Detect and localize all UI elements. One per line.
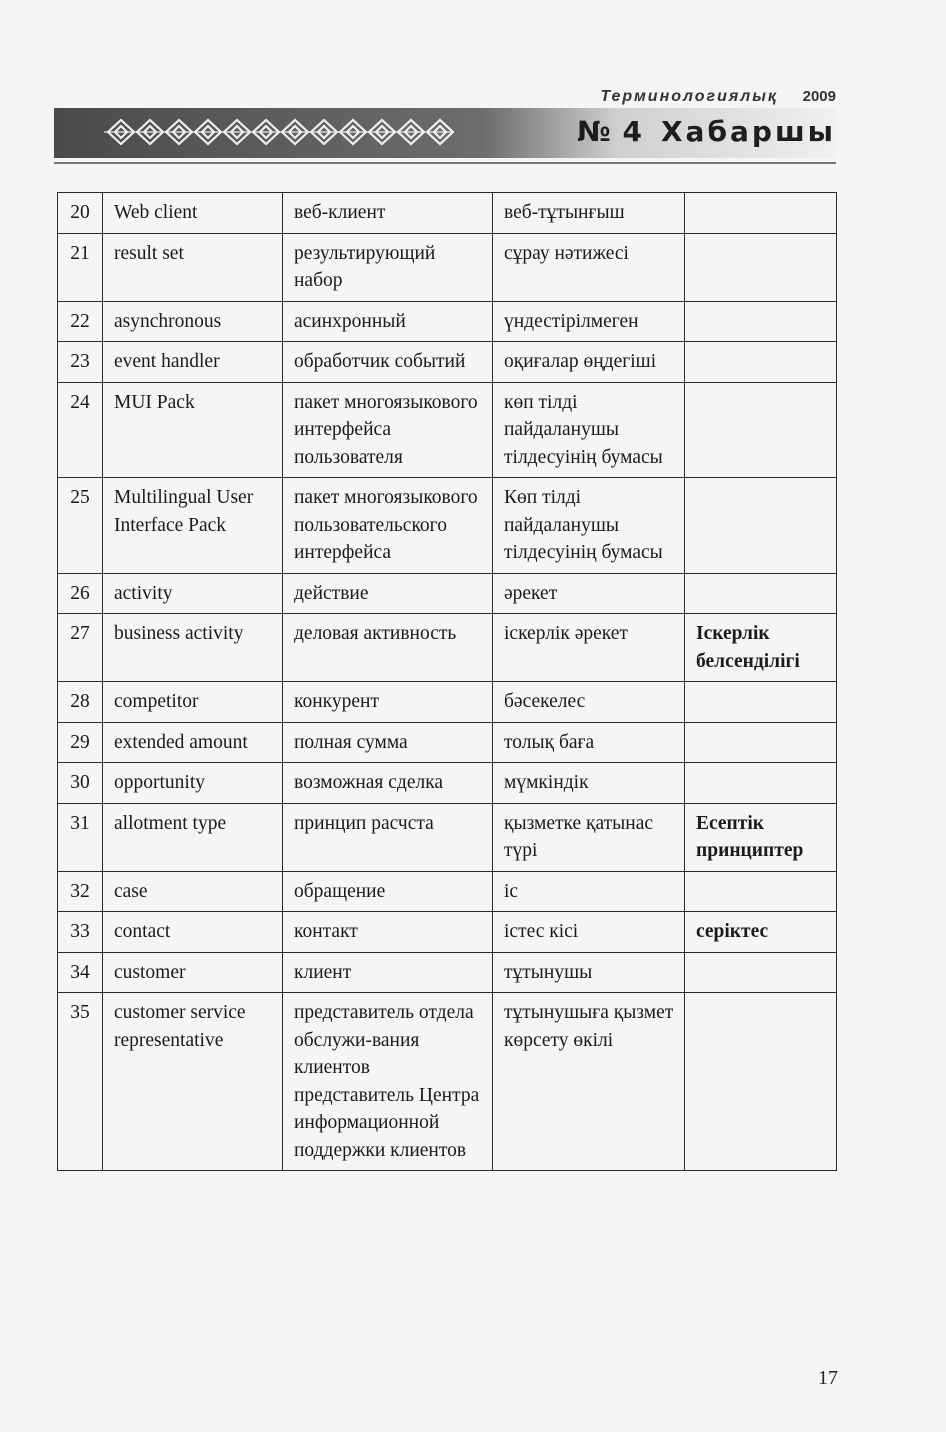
russian-term: принцип расчста [283, 803, 493, 871]
note-term [685, 301, 837, 342]
note-term [685, 478, 837, 574]
note-term [685, 342, 837, 383]
english-term: Multilingual User Interface Pack [103, 478, 283, 574]
kazakh-term: оқиғалар өңдегіші [493, 342, 685, 383]
journal-subtitle: Терминологиялық [600, 88, 778, 105]
row-number: 25 [58, 478, 103, 574]
russian-term: полная сумма [283, 722, 493, 763]
table-row [58, 952, 837, 993]
english-term: business activity [103, 614, 283, 682]
russian-term: веб-клиент [283, 193, 493, 234]
kazakh-term: мүмкіндік [493, 763, 685, 804]
english-term: MUI Pack [103, 382, 283, 478]
table-row [58, 233, 837, 301]
row-number: 28 [58, 682, 103, 723]
table-row [58, 912, 837, 953]
kazakh-term: көп тілді пайдаланушы тілдесуінің бумасы [493, 382, 685, 478]
ornament-pattern [104, 114, 454, 150]
english-term: result set [103, 233, 283, 301]
note-term [685, 573, 837, 614]
row-number: 30 [58, 763, 103, 804]
note-term [685, 952, 837, 993]
english-term: activity [103, 573, 283, 614]
kazakh-term: веб-тұтынғыш [493, 193, 685, 234]
kazakh-term: істес кісі [493, 912, 685, 953]
table-row [58, 993, 837, 1171]
table-row [58, 382, 837, 478]
table-row [58, 342, 837, 383]
english-term: contact [103, 912, 283, 953]
row-number: 22 [58, 301, 103, 342]
table-row [58, 682, 837, 723]
journal-year: 2009 [802, 88, 836, 105]
table-row [58, 478, 837, 574]
table-row [58, 763, 837, 804]
table-row [58, 803, 837, 871]
row-number: 29 [58, 722, 103, 763]
row-number: 23 [58, 342, 103, 383]
journal-title [577, 115, 836, 148]
row-number: 31 [58, 803, 103, 871]
kazakh-term: Көп тілді пайдаланушы тілдесуінің бумасы [493, 478, 685, 574]
row-number: 33 [58, 912, 103, 953]
row-number: 32 [58, 871, 103, 912]
russian-term: возможная сделка [283, 763, 493, 804]
note-term: Іскерлік белсенділігі [685, 614, 837, 682]
table-row [58, 573, 837, 614]
table-row [58, 301, 837, 342]
russian-term: действие [283, 573, 493, 614]
english-term: competitor [103, 682, 283, 723]
english-term: asynchronous [103, 301, 283, 342]
note-term [685, 682, 837, 723]
row-number: 21 [58, 233, 103, 301]
note-term [685, 993, 837, 1171]
row-number: 35 [58, 993, 103, 1171]
row-number: 27 [58, 614, 103, 682]
terms-table [57, 192, 837, 1171]
russian-term: контакт [283, 912, 493, 953]
journal-name: Хабаршы [660, 115, 836, 148]
row-number: 34 [58, 952, 103, 993]
note-term [685, 763, 837, 804]
kazakh-term: толық баға [493, 722, 685, 763]
row-number: 26 [58, 573, 103, 614]
russian-term: представитель отдела обслужи-вания клиентов представитель Центра информационной поддержки клиентов [283, 993, 493, 1171]
table-row [58, 871, 837, 912]
russian-term: клиент [283, 952, 493, 993]
english-term: case [103, 871, 283, 912]
table-row [58, 614, 837, 682]
english-term: opportunity [103, 763, 283, 804]
table-row [58, 193, 837, 234]
kazakh-term: әрекет [493, 573, 685, 614]
russian-term: обработчик событий [283, 342, 493, 383]
english-term: extended amount [103, 722, 283, 763]
note-term [685, 382, 837, 478]
kazakh-term: сұрау нәтижесі [493, 233, 685, 301]
kazakh-term: іскерлік әрекет [493, 614, 685, 682]
note-term: серіктес [685, 912, 837, 953]
english-term: customer service representative [103, 993, 283, 1171]
english-term: allotment type [103, 803, 283, 871]
row-number: 24 [58, 382, 103, 478]
page-number: 17 [818, 1367, 838, 1389]
russian-term: результирующий набор [283, 233, 493, 301]
issue-number: № 4 [577, 115, 643, 148]
note-term [685, 722, 837, 763]
note-term: Есептік принциптер [685, 803, 837, 871]
russian-term: обращение [283, 871, 493, 912]
note-term [685, 871, 837, 912]
russian-term: конкурент [283, 682, 493, 723]
kazakh-term: қызметке қатынас түрі [493, 803, 685, 871]
russian-term: пакет многоязыкового интерфейса пользователя [283, 382, 493, 478]
table-row [58, 722, 837, 763]
row-number: 20 [58, 193, 103, 234]
english-term: customer [103, 952, 283, 993]
russian-term: асинхронный [283, 301, 493, 342]
russian-term: пакет многоязыкового пользовательского интерфейса [283, 478, 493, 574]
kazakh-term: бәсекелес [493, 682, 685, 723]
english-term: Web client [103, 193, 283, 234]
note-term [685, 233, 837, 301]
header-rule [54, 162, 836, 164]
note-term [685, 193, 837, 234]
kazakh-term: іс [493, 871, 685, 912]
russian-term: деловая активность [283, 614, 493, 682]
kazakh-term: тұтынушыға қызмет көрсету өкілі [493, 993, 685, 1171]
english-term: event handler [103, 342, 283, 383]
kazakh-term: үндестірілмеген [493, 301, 685, 342]
kazakh-term: тұтынушы [493, 952, 685, 993]
